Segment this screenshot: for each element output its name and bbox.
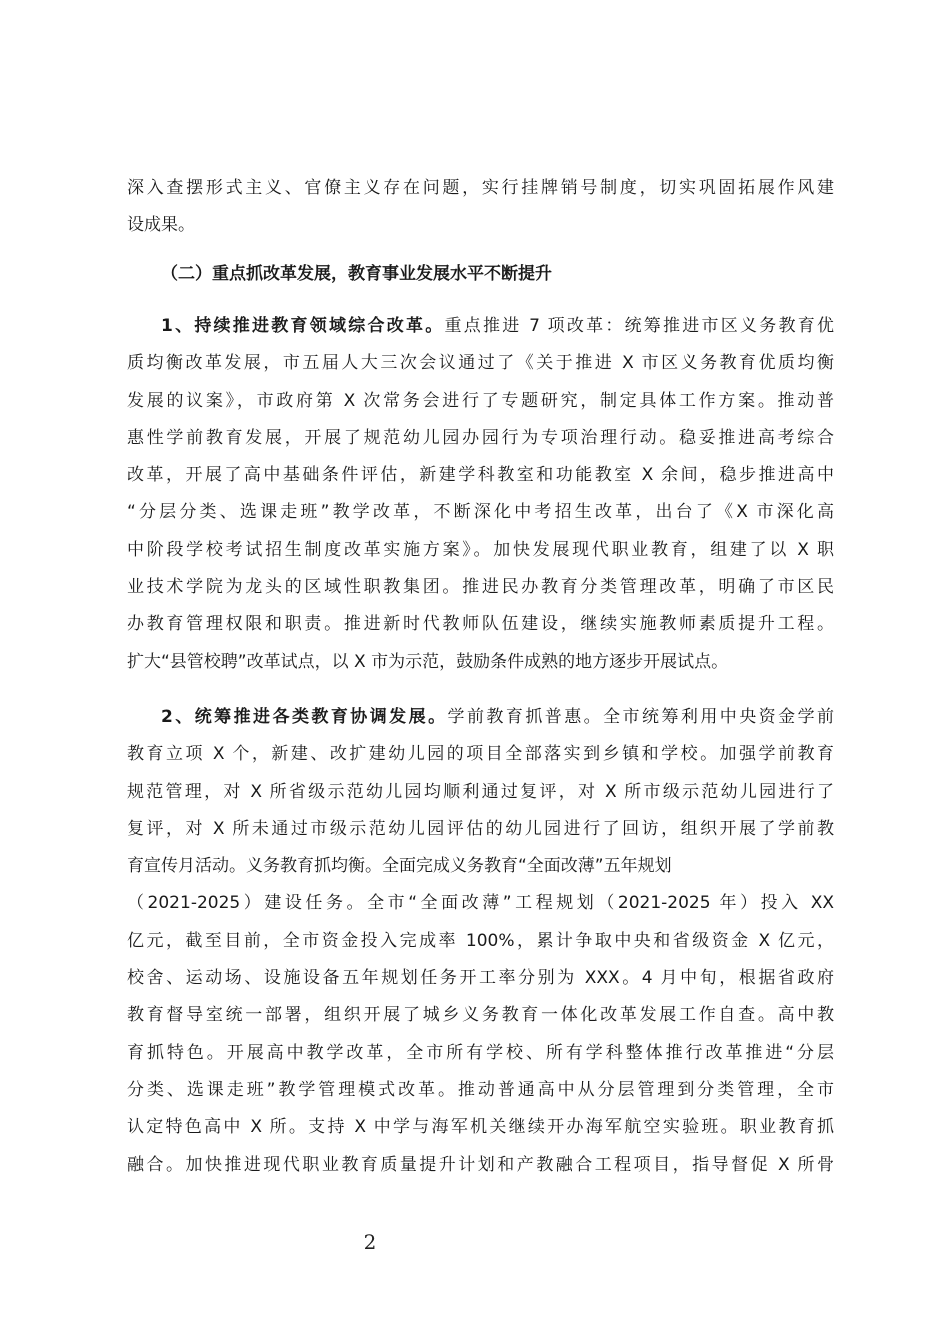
text-line-first (127, 699, 834, 736)
paragraph-coordination (127, 699, 834, 1184)
text-line: 亿元，截至目前，全市资金投入完成率 100%，累计争取中央和省级资金 X 亿元， (127, 930, 834, 951)
text-line: 质均衡改革发展，市五届人大三次会议通过了《关于推进 X 市区义务教育优质均衡 (127, 353, 834, 374)
text-line: 深入查摆形式主义、官僚主义存在问题，实行挂牌销号制度，切实巩固拓展作风建 (127, 178, 834, 198)
text-line: 教育立项 X 个，新建、改扩建幼儿园的项目全部落实到乡镇和学校。加强学前教育 (127, 744, 834, 765)
text-line: 分类、选课走班”教学管理模式改革。推动普通高中从分层管理到分类管理，全市 (127, 1079, 834, 1100)
paragraph-continued (127, 170, 834, 245)
text-line: 改革，开展了高中基础条件评估，新建学科教室和功能教室 X 余间，稳步推进高中 (127, 465, 834, 486)
text-line-first (127, 308, 834, 345)
text-line: 认定特色高中 X 所。支持 X 中学与海军机关继续开办海军航空实验班。职业教育抓 (127, 1117, 834, 1138)
text-line: 设成果。 (127, 215, 195, 236)
text-line: 规范管理，对 X 所省级示范幼儿园均顺利通过复评，对 X 所市级示范幼儿园进行了 (127, 781, 834, 802)
text-run: 重点推进 7 项改革：统筹推进市区义务教育优 (444, 316, 835, 336)
text-run: 学前教育抓普惠。全市统筹利用中央资金学前 (447, 707, 835, 727)
paragraph-lead-heading: 2、统筹推进各类教育协调发展。 (161, 707, 448, 727)
paragraph-lead-heading: 1、持续推进教育领域综合改革。 (161, 316, 445, 336)
text-line: 发展的议案》，市政府第 X 次常务会进行了专题研究，制定具体工作方案。推动普 (127, 390, 834, 411)
text-line: 教育督导室统一部署，组织开展了城乡义务教育一体化改革发展工作自查。高中教 (127, 1005, 834, 1026)
text-line: 育抓特色。开展高中教学改革，全市所有学校、所有学科整体推行改革推进“分层 (127, 1042, 834, 1063)
text-line: 融合。加快推进现代职业教育质量提升计划和产教融合工程项目，指导督促 X 所骨 (127, 1154, 834, 1175)
text-line: （2021-2025）建设任务。全市“全面改薄”工程规划（2021-2025 年）投入 XX (127, 893, 834, 914)
text-line: 中阶段学校考试招生制度改革实施方案》。加快发展现代职业教育，组建了以 X 职 (127, 539, 834, 560)
text-line: “分层分类、选课走班”教学改革，不断深化中考招生改革，出台了《X 市深化高 (127, 502, 834, 523)
paragraph-reform (127, 308, 834, 681)
text-line: 惠性学前教育发展，开展了规范幼儿园办园行为专项治理行动。稳妥推进高考综合 (127, 427, 834, 448)
page-number: 2 (363, 1230, 377, 1254)
text-line: 育宣传月活动。义务教育抓均衡。全面完成义务教育“全面改薄”五年规划 (127, 856, 672, 877)
text-line: 办教育管理权限和职责。推进新时代教师队伍建设，继续实施教师素质提升工程。 (127, 614, 834, 635)
text-line: 扩大“县管校聘”改革试点，以 X 市为示范，鼓励条件成熟的地方逐步开展试点。 (127, 651, 729, 672)
section-heading: （二）重点抓改革发展，教育事业发展水平不断提升 (161, 264, 552, 284)
text-line: 业技术学院为龙头的区域性职教集团。推进民办教育分类管理改革，明确了市区民 (127, 577, 834, 598)
text-line: 复评，对 X 所未通过市级示范幼儿园评估的幼儿园进行了回访，组织开展了学前教 (127, 818, 834, 839)
text-line: 校舍、运动场、设施设备五年规划任务开工率分别为 XXX。4 月中旬，根据省政府 (127, 968, 834, 989)
